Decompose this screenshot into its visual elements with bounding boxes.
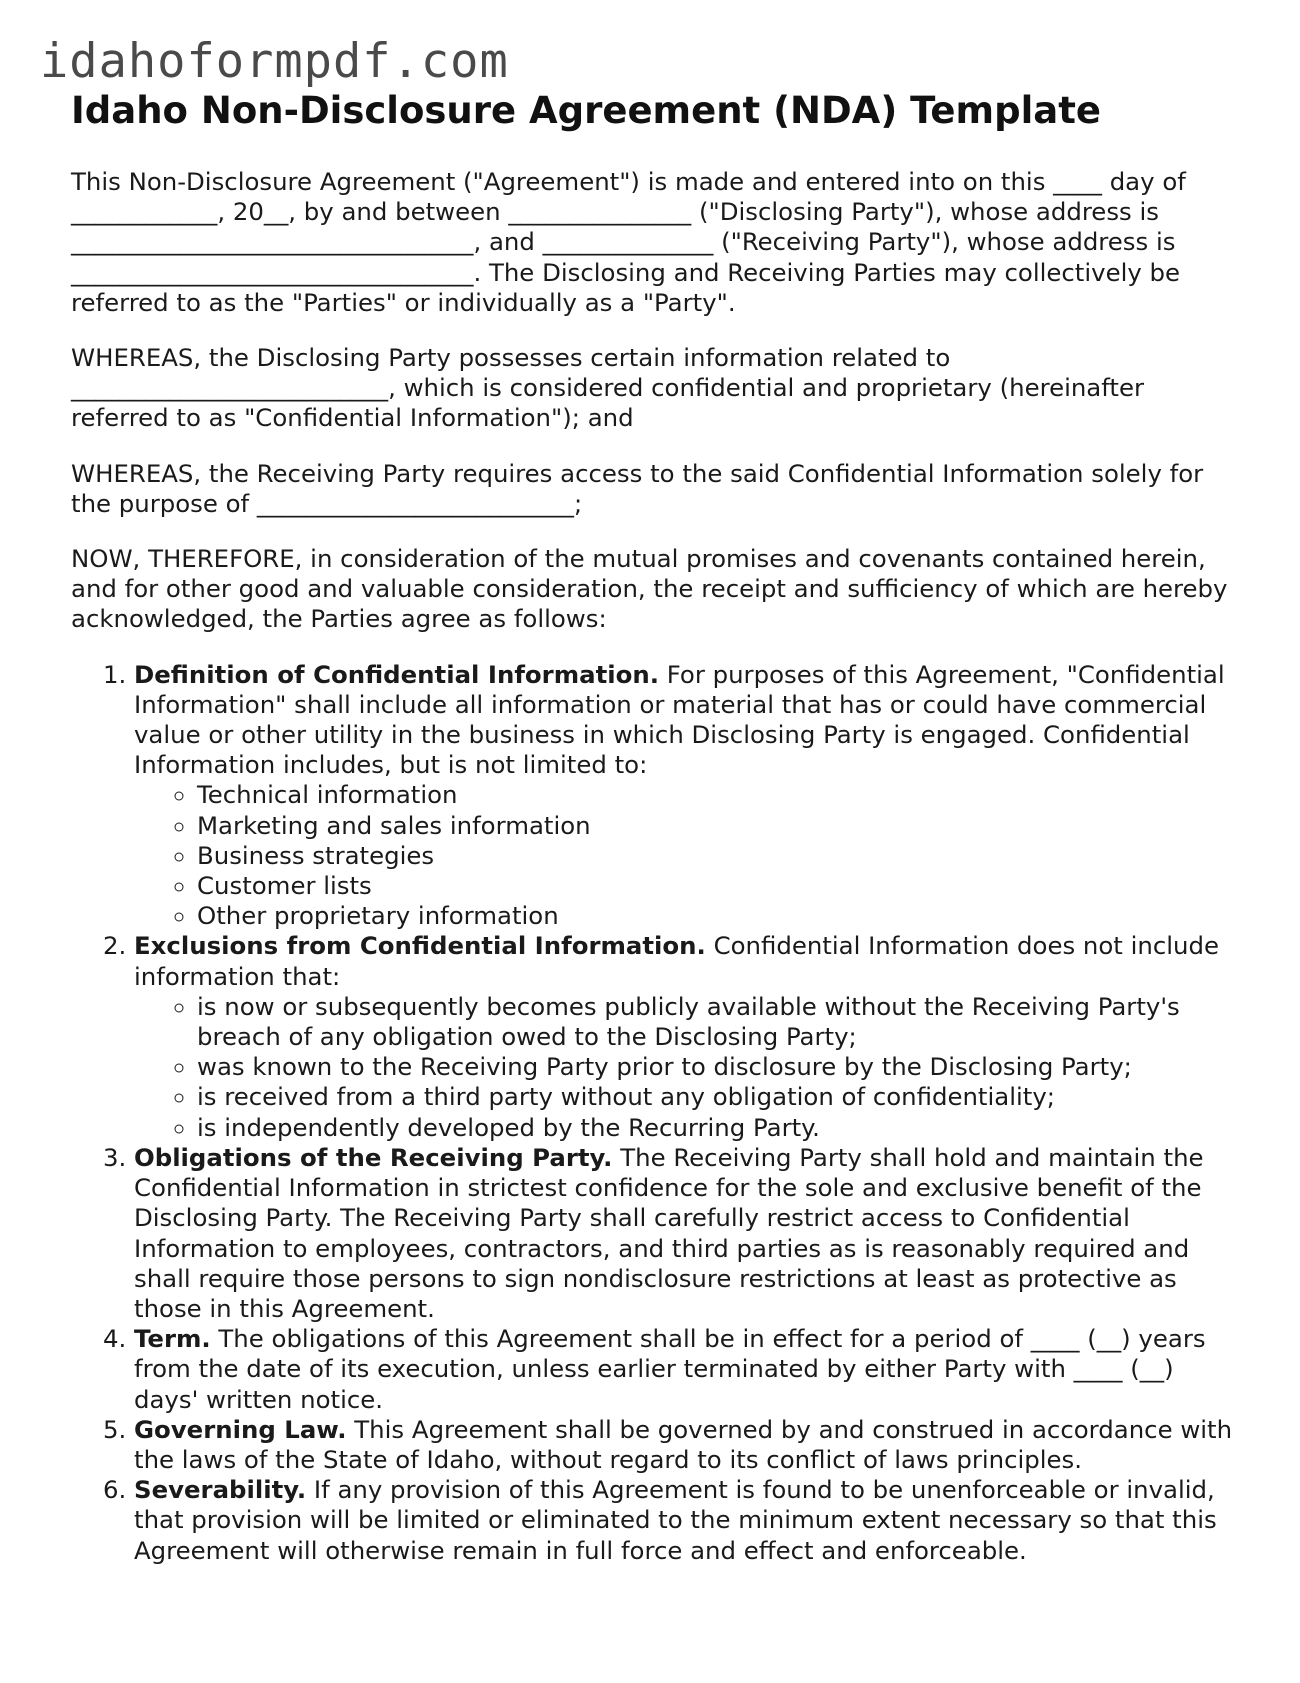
list-item: ◦ Business strategies [197, 841, 1241, 871]
list-item: ◦ is received from a third party without any obligation of confidentiality; [197, 1082, 1241, 1112]
section-heading: Exclusions from Confidential Information. [134, 931, 706, 961]
section-heading: Term. [134, 1324, 211, 1354]
section-text: Confidential Information does not include information that: [134, 931, 1219, 991]
list-item: ◦ Marketing and sales information [197, 811, 1241, 841]
section-text: If any provision of this Agreement is found to be unenforceable or invalid, that provision will be limited or eliminated to the minimum extent necessary so that this Agreement will otherwise remain in full force and effect and enforceable. [134, 1475, 1217, 1565]
section-exclusions [134, 931, 1241, 1142]
section-governing-law [134, 1415, 1241, 1475]
watermark: idahoformpdf.com [40, 34, 509, 89]
list-item: ◦ was known to the Receiving Party prior to disclosure by the Disclosing Party; [197, 1052, 1241, 1082]
section-heading: Definition of Confidential Information. [134, 659, 659, 689]
document-body [71, 167, 1241, 1566]
whereas-paragraph-1: WHEREAS, the Disclosing Party possesses certain information related to __________________________, which is considered confidential and proprietary (hereinafter referred to as "Confidential Information"); and [71, 343, 1145, 433]
section-text: The Receiving Party shall hold and maintain the Confidential Information in strictest confidence for the sole and exclusive benefit of the Disclosing Party. The Receiving Party shall carefully restrict access to Confidential Information to employees, contractors, and third parties as is reasonably required and shall require those persons to sign nondisclosure restrictions at least as protective as those in this Agreement. [134, 1142, 1204, 1323]
section-severability [134, 1475, 1241, 1566]
document-title: Idaho Non-Disclosure Agreement (NDA) Template [71, 89, 1102, 132]
sublist [134, 780, 1241, 931]
list-item: ◦ Technical information [197, 780, 1241, 810]
whereas-paragraph-2: WHEREAS, the Receiving Party requires access to the said Confidential Information solely for the purpose of __________________________; [71, 458, 1204, 518]
section-text: For purposes of this Agreement, "Confidential Information" shall include all information or material that has or could have commercial value or other utility in the business in which Disclosing Party is engaged. Confidential Information includes, but is not limited to: [134, 659, 1225, 780]
now-therefore-paragraph: NOW, THEREFORE, in consideration of the mutual promises and covenants contained herein, and for other good and valuable consideration, the receipt and sufficiency of which are hereby acknowledged, the Parties agree as follows: [71, 544, 1228, 634]
sublist [134, 992, 1241, 1143]
sections-list [71, 660, 1241, 1566]
section-text: This Agreement shall be governed by and construed in accordance with the laws of the State of Idaho, without regard to its conflict of laws principles. [134, 1414, 1233, 1474]
list-item: ◦ is independently developed by the Recurring Party. [197, 1113, 1241, 1143]
section-definition [134, 660, 1241, 932]
intro-paragraph: This Non-Disclosure Agreement ("Agreement") is made and entered into on this ____ day of ____________, 20__, by and between _______________ ("Disclosing Party"), whose address is _________________________________, and ______________ ("Receiving Party"), whose address is _________________________________. The Disclosing and Receiving Parties may collectively be referred to as the "Parties" or individually as a "Party". [71, 167, 1186, 317]
list-item: ◦ Customer lists [197, 871, 1241, 901]
section-text: The obligations of this Agreement shall be in effect for a period of ____ (__) years from the date of its execution, unless earlier terminated by either Party with ____ (__) days' written notice. [134, 1324, 1206, 1414]
section-heading: Obligations of the Receiving Party. [134, 1142, 613, 1172]
section-term [134, 1324, 1241, 1415]
section-heading: Severability. [134, 1475, 307, 1505]
list-item: ◦ Other proprietary information [197, 901, 1241, 931]
list-item: ◦ is now or subsequently becomes publicly available without the Receiving Party's breach of any obligation owed to the Disclosing Party; [197, 992, 1241, 1052]
section-heading: Governing Law. [134, 1414, 347, 1444]
section-obligations [134, 1143, 1241, 1324]
